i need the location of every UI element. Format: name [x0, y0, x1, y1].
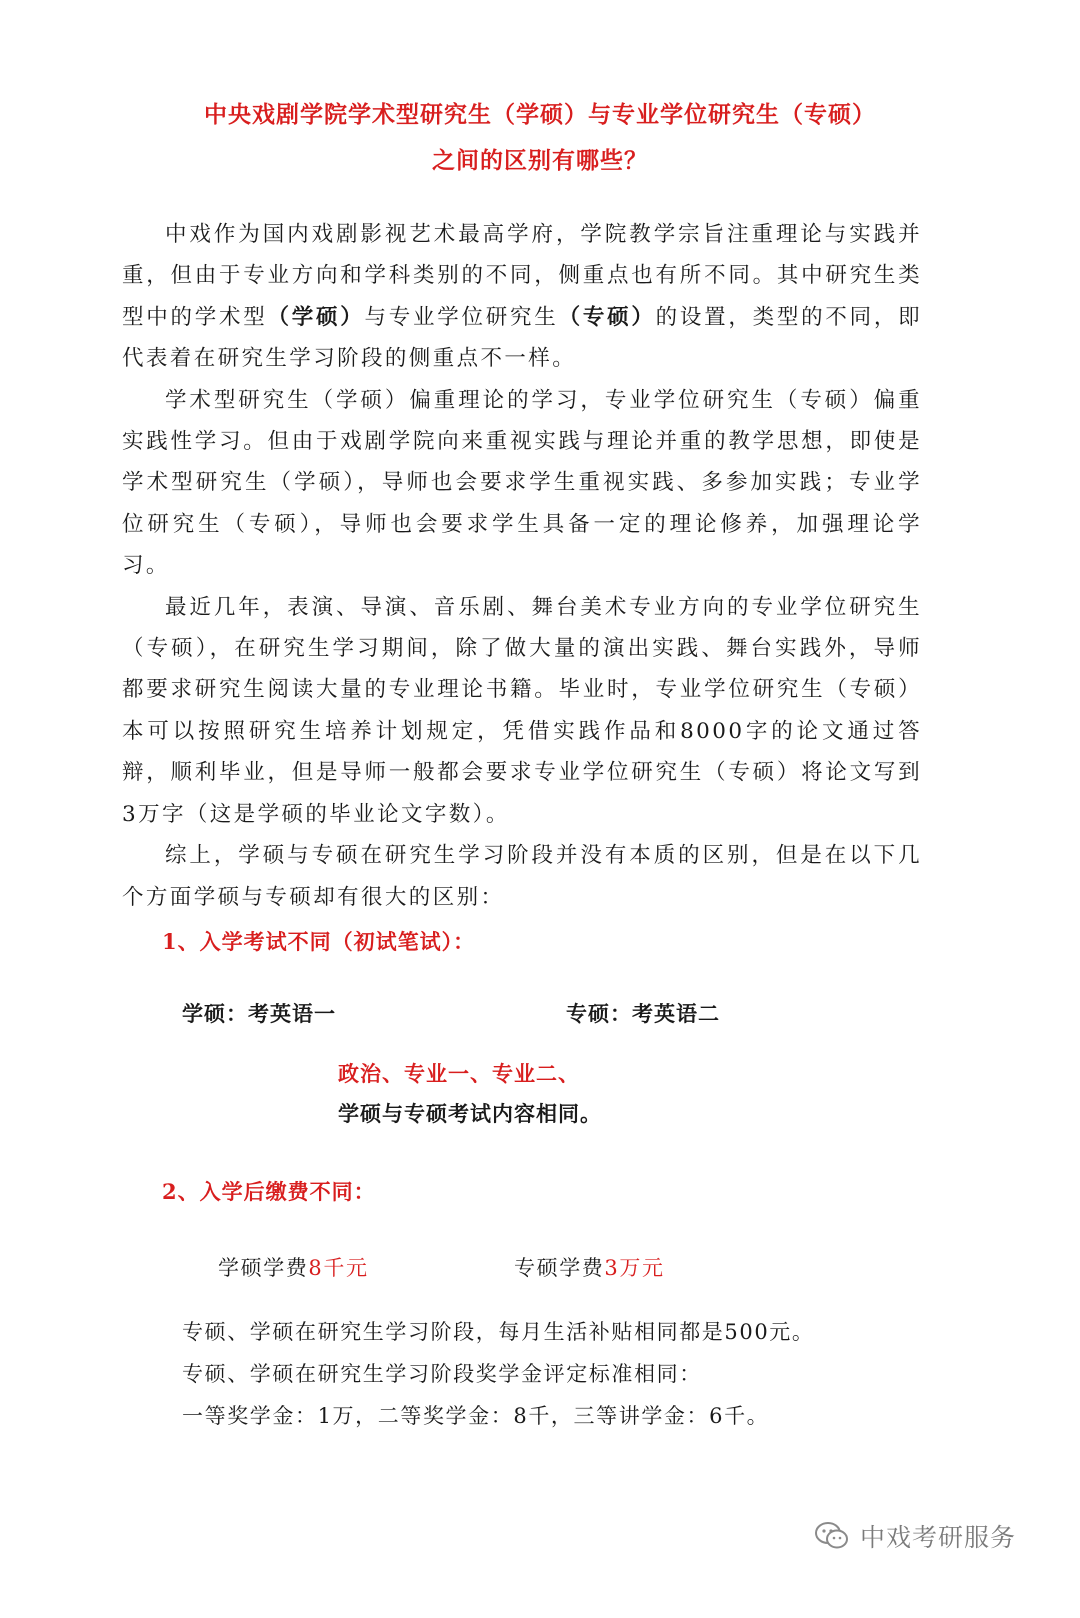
section-2-note-scholarship-amounts: 一等奖学金：1万，二等奖学金：8千，三等讲学金：6千。	[182, 1404, 770, 1428]
watermark	[814, 1518, 1016, 1554]
intro-p1-bold-professional: （专硕）	[558, 304, 656, 330]
intro-body	[122, 214, 922, 918]
section-2-heading: 2、入学后缴费不同：	[162, 1179, 376, 1204]
professional-fee-value: 3万元	[604, 1256, 665, 1280]
section-1-professional-exam: 专硕：考英语二	[566, 1001, 720, 1026]
section-1-heading: 1、入学考试不同（初试笔试）：	[162, 929, 476, 954]
intro-p1-text-d: 的设置，类型的不同，即代表着在研究生学习阶段的侧重点不一样。	[122, 304, 922, 372]
section-2-note-scholarship: 专硕、学硕在研究生学习阶段奖学金评定标准相同：	[182, 1362, 702, 1386]
section-2-academic-fee	[218, 1252, 369, 1282]
wechat-icon	[814, 1521, 850, 1551]
section-1-academic-exam: 学硕：考英语一	[182, 1001, 336, 1026]
section-2-note-stipend: 专硕、学硕在研究生学习阶段，每月生活补贴相同都是500元。	[182, 1320, 815, 1344]
section-1-common-subjects: 政治、专业一、专业二、	[338, 1061, 580, 1086]
intro-p1-text-a: 中戏作为国内戏剧影视艺术最高学府，学院教学宗旨注重理论与实践并重，但由于专业方向和学科类别的不同，侧重点也有所不同。其中研究生类型中的学术型	[122, 222, 922, 330]
academic-fee-label: 学硕学费	[218, 1256, 309, 1280]
section-2-professional-fee	[514, 1252, 665, 1282]
intro-paragraph-2: 学术型研究生（学硕）偏重理论的学习，专业学位研究生（专硕）偏重实践性学习。但由于戏剧学院向来重视实践与理论并重的教学思想，即使是学术型研究生（学硕），导师也会要求学生重视实践、多参加实践；专业学位研究生（专硕），导师也会要求学生具备一定的理论修养，加强理论学习。	[122, 387, 922, 579]
intro-paragraph-4: 综上，学硕与专硕在研究生学习阶段并没有本质的区别，但是在以下几个方面学硕与专硕却有很大的区别：	[122, 843, 922, 910]
document-title-line-2: 之间的区别有哪些？	[432, 147, 648, 174]
intro-p1-bold-academic: （学硕）	[267, 304, 365, 330]
intro-paragraph-3: 最近几年，表演、导演、音乐剧、舞台美术专业方向的专业学位研究生（专硕），在研究生学习期间，除了做大量的演出实践、舞台实践外，导师都要求研究生阅读大量的专业理论书籍。毕业时，专业学位研究生（专硕）本可以按照研究生培养计划规定，凭借实践作品和8000字的论文通过答辩，顺利毕业，但是导师一般都会要求专业学位研究生（专硕）将论文写到3万字（这是学硕的毕业论文字数）。	[122, 594, 922, 827]
section-1-common-note: 学硕与专硕考试内容相同。	[338, 1101, 602, 1126]
document-title-line-1: 中央戏剧学院学术型研究生（学硕）与专业学位研究生（专硕）	[204, 101, 876, 128]
academic-fee-value: 8千元	[308, 1256, 369, 1280]
intro-p1-text-c: 与专业学位研究生	[364, 304, 559, 330]
professional-fee-label: 专硕学费	[514, 1256, 605, 1280]
watermark-text: 中戏考研服务	[859, 1523, 1016, 1552]
intro-paragraph-1	[122, 214, 922, 380]
